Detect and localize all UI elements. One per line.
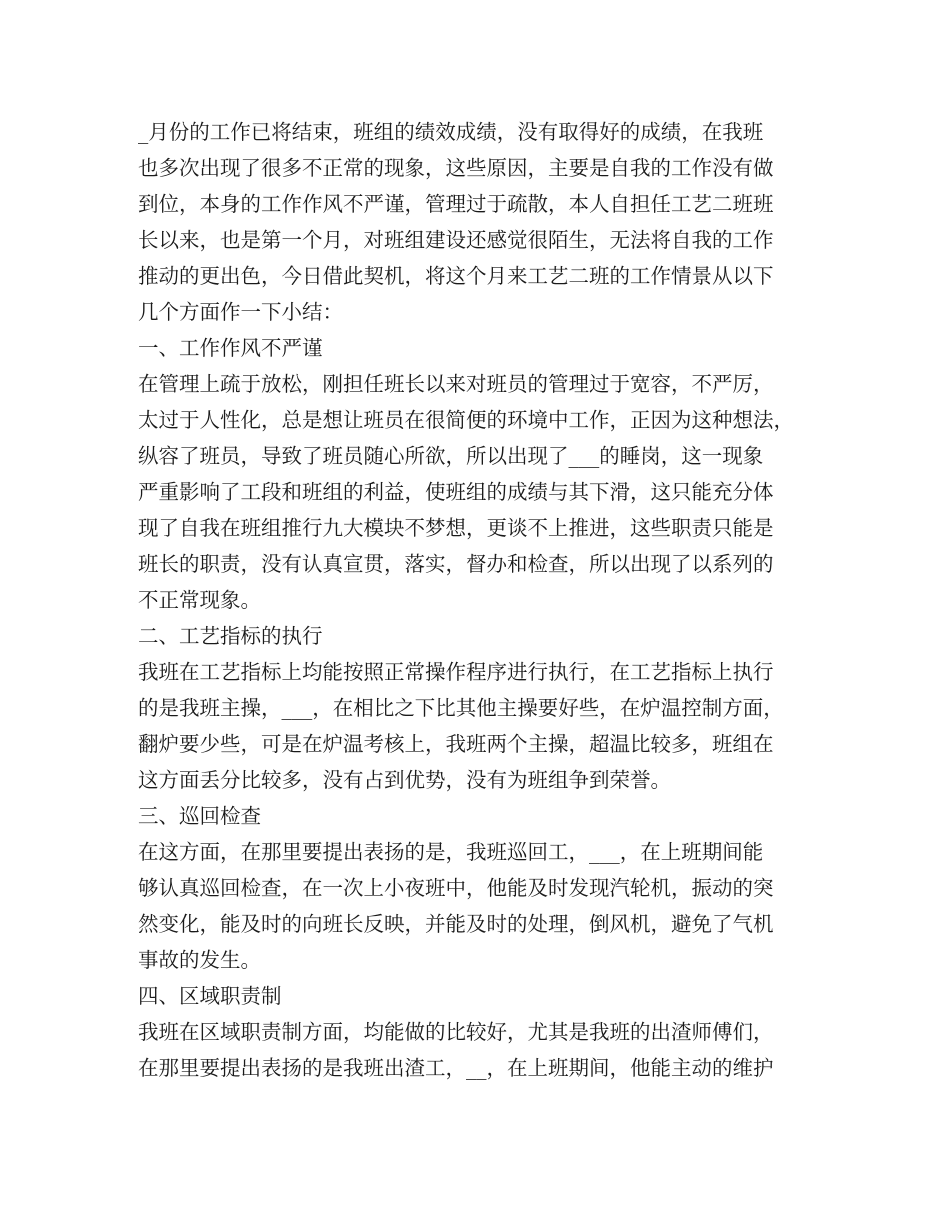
section-heading: 二、工艺指标的执行 (138, 624, 323, 648)
text-line: 也多次出现了很多不正常的现象，这些原因，主要是自我的工作没有做 (138, 156, 774, 180)
text-line: 纵容了班员，导致了班员随心所欲，所以出现了___的睡岗，这一现象 (138, 444, 764, 468)
text-line: 推动的更出色，今日借此契机，将这个月来工艺二班的工作情景从以下 (138, 264, 774, 288)
text-line: 然变化，能及时的向班长反映，并能及时的处理，倒风机，避免了气机 (138, 912, 774, 936)
text-line: 我班在区域职责制方面，均能做的比较好，尤其是我班的出渣师傅们， (138, 1020, 774, 1044)
text-line: 严重影响了工段和班组的利益，使班组的成绩与其下滑，这只能充分体 (138, 480, 774, 504)
text-line: 在管理上疏于放松，刚担任班长以来对班员的管理过于宽容，不严厉， (138, 372, 774, 396)
text-line: 的是我班主操，___，在相比之下比其他主操要好些，在炉温控制方面， (138, 696, 784, 720)
section-heading: 四、区域职责制 (138, 984, 282, 1008)
text-line: 到位，本身的工作作风不严谨，管理过于疏散，本人自担任工艺二班班 (138, 192, 774, 216)
text-line: 翻炉要少些，可是在炉温考核上，我班两个主操，超温比较多，班组在 (138, 732, 774, 756)
text-line: 长以来，也是第一个月，对班组建设还感觉很陌生，无法将自我的工作 (138, 228, 774, 252)
text-line: 这方面丢分比较多，没有占到优势，没有为班组争到荣誉。 (138, 768, 671, 792)
text-line: 够认真巡回检查，在一次上小夜班中，他能及时发现汽轮机，振动的突 (138, 876, 774, 900)
text-line: 在那里要提出表扬的是我班出渣工，__，在上班期间，他能主动的维护 (138, 1056, 774, 1080)
section-heading: 三、巡回检查 (138, 804, 261, 828)
text-line: 事故的发生。 (138, 948, 261, 972)
text-line: 太过于人性化，总是想让班员在很简便的环境中工作，正因为这种想法， (138, 408, 794, 432)
document-body (138, 114, 818, 1086)
text-line: 班长的职责，没有认真宣贯，落实，督办和检查，所以出现了以系列的 (138, 552, 774, 576)
text-line: 我班在工艺指标上均能按照正常操作程序进行执行，在工艺指标上执行 (138, 660, 774, 684)
text-line: 不正常现象。 (138, 588, 261, 612)
text-line: _月份的工作已将结束，班组的绩效成绩，没有取得好的成绩，在我班 (138, 120, 764, 144)
text-line: 几个方面作一下小结： (138, 300, 343, 324)
text-line: 现了自我在班组推行九大模块不梦想，更谈不上推进，这些职责只能是 (138, 516, 774, 540)
section-heading: 一、工作作风不严谨 (138, 336, 323, 360)
text-line: 在这方面，在那里要提出表扬的是，我班巡回工，___，在上班期间能 (138, 840, 764, 864)
